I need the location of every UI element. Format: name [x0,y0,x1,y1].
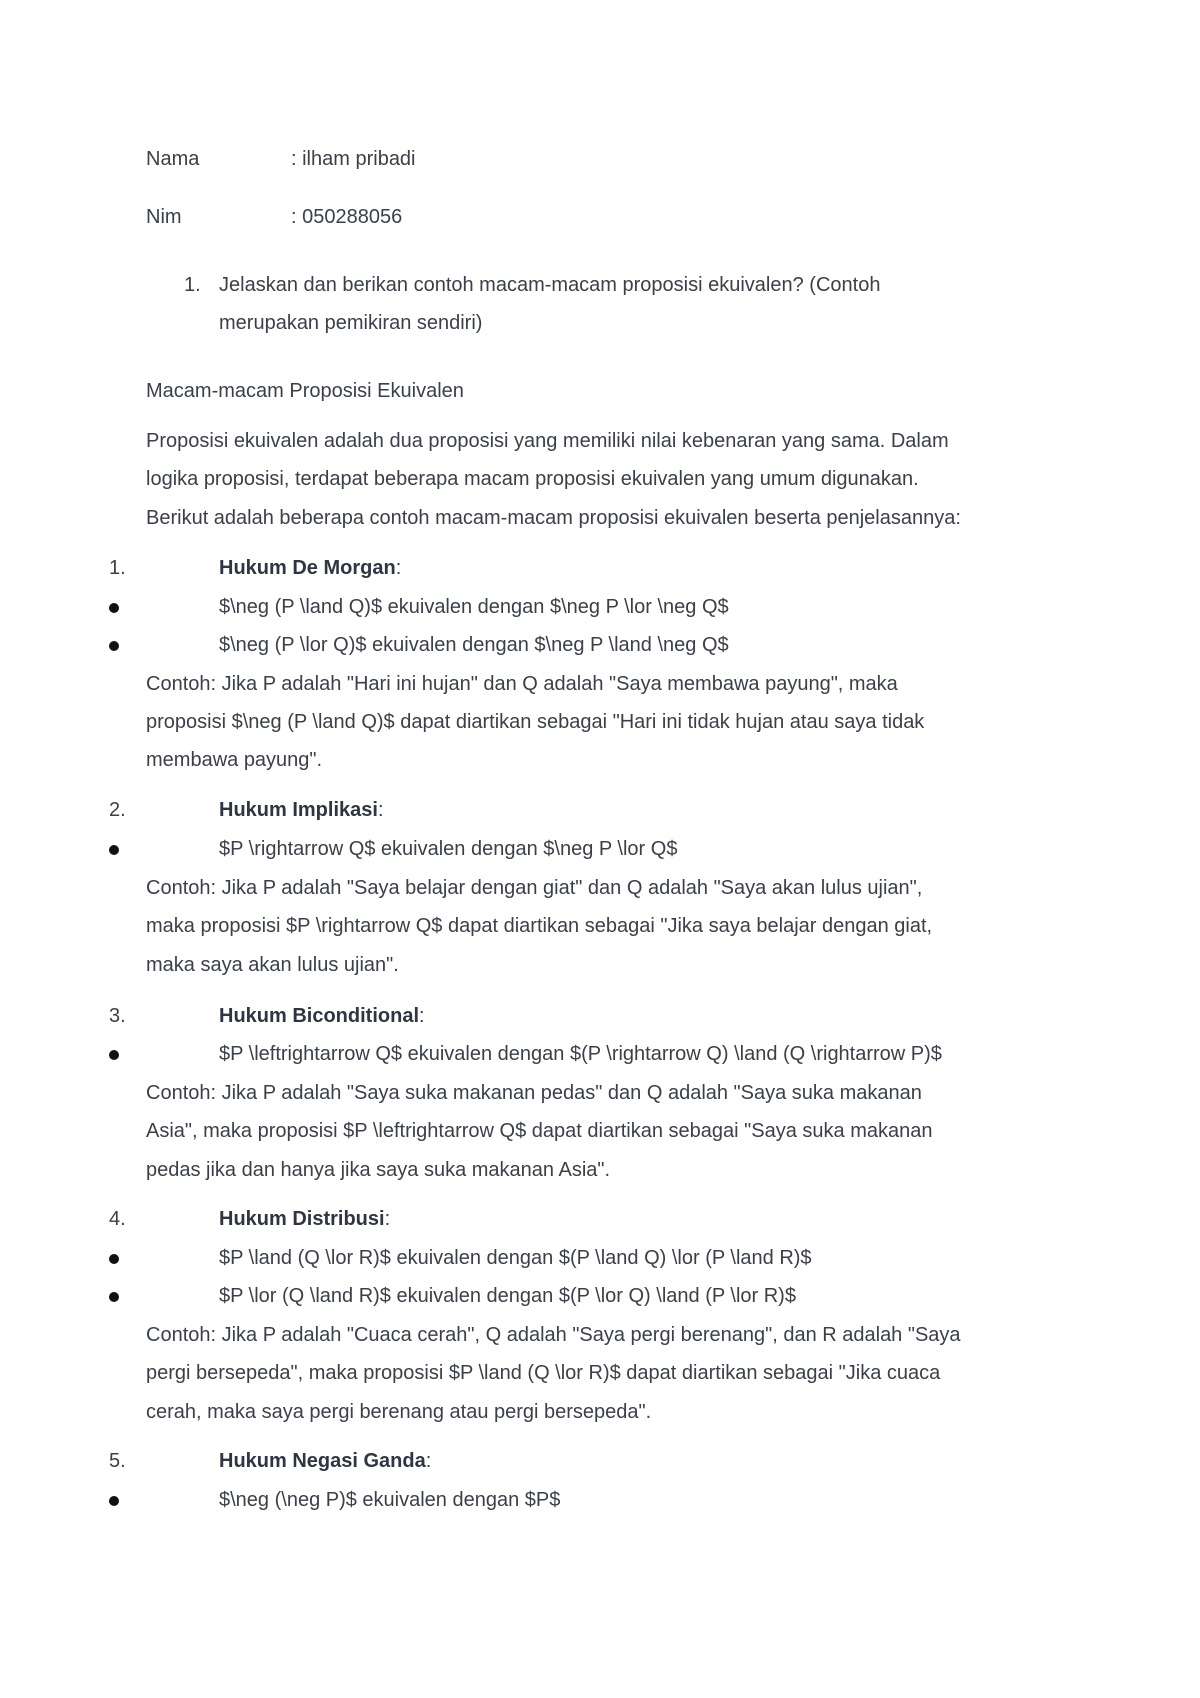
law-number: 1. [109,557,126,579]
law-bullet: $P \leftrightarrow Q$ ekuivalen dengan $(P \rightarrow Q) \land (Q \rightarrow P)$ [219,1043,942,1065]
bullet-dot [109,641,119,651]
bullet-dot [109,1292,119,1302]
law-bullet: $P \rightarrow Q$ ekuivalen dengan $\neg P \lor Q$ [219,838,678,860]
intro-line: Berikut adalah beberapa contoh macam-macam proposisi ekuivalen beserta penjelasannya: [146,507,961,529]
law-title: Hukum Negasi Ganda [219,1450,426,1472]
law-title: Hukum De Morgan [219,557,396,579]
law-example: Contoh: Jika P adalah "Cuaca cerah", Q adalah "Saya pergi berenang", dan R adalah "Saya [146,1324,961,1346]
law-heading [219,1006,425,1026]
question-number: 1. [184,274,201,296]
bullet-dot [109,845,119,855]
law-title-suffix: : [425,1450,432,1472]
law-heading [219,1209,390,1229]
law-example: pedas jika dan hanya jika saya suka makanan Asia". [146,1159,611,1181]
bullet-dot [109,1496,119,1506]
law-example: Contoh: Jika P adalah "Hari ini hujan" dan Q adalah "Saya membawa payung", maka [146,673,898,695]
section-title: Macam-macam Proposisi Ekuivalen [146,380,464,402]
law-bullet: $\neg (P \lor Q)$ ekuivalen dengan $\neg P \land \neg Q$ [219,634,729,656]
law-number: 3. [109,1005,126,1027]
law-example: Contoh: Jika P adalah "Saya belajar dengan giat" dan Q adalah "Saya akan lulus ujian", [146,877,923,899]
nama-label: Nama [146,148,200,170]
law-example: maka proposisi $P \rightarrow Q$ dapat diartikan sebagai "Jika saya belajar dengan giat, [146,915,933,937]
law-number: 2. [109,799,126,821]
law-bullet: $\neg (P \land Q)$ ekuivalen dengan $\neg P \lor \neg Q$ [219,596,729,618]
law-example: cerah, maka saya pergi berenang atau pergi bersepeda". [146,1401,652,1423]
intro-line: logika proposisi, terdapat beberapa macam proposisi ekuivalen yang umum digunakan. [146,468,919,490]
law-example: proposisi $\neg (P \land Q)$ dapat diartikan sebagai "Hari ini tidak hujan atau saya tidak [146,711,925,733]
law-title-suffix: : [384,1208,391,1230]
law-title-suffix: : [377,799,384,821]
bullet-dot [109,603,119,613]
law-number: 4. [109,1208,126,1230]
law-example: Asia", maka proposisi $P \leftrightarrow Q$ dapat diartikan sebagai "Saya suka makanan [146,1120,933,1142]
law-bullet: $P \lor (Q \land R)$ ekuivalen dengan $(P \lor Q) \land (P \lor R)$ [219,1285,796,1307]
nim-label: Nim [146,206,182,228]
bullet-dot [109,1050,119,1060]
law-example: membawa payung". [146,749,323,771]
bullet-dot [109,1254,119,1264]
nim-value: : 050288056 [291,206,403,228]
law-heading [219,558,401,578]
law-example: pergi bersepeda", maka proposisi $P \land (Q \lor R)$ dapat diartikan sebagai "Jika cuaca [146,1362,941,1384]
law-bullet: $\neg (\neg P)$ ekuivalen dengan $P$ [219,1489,561,1511]
law-title-suffix: : [395,557,402,579]
law-example: Contoh: Jika P adalah "Saya suka makanan pedas" dan Q adalah "Saya suka makanan [146,1082,922,1104]
law-title: Hukum Biconditional [219,1005,419,1027]
nama-value: : ilham pribadi [291,148,416,170]
question-line: merupakan pemikiran sendiri) [219,312,483,334]
law-title: Hukum Distribusi [219,1208,385,1230]
intro-line: Proposisi ekuivalen adalah dua proposisi yang memiliki nilai kebenaran yang sama. Dalam [146,430,949,452]
question-line: Jelaskan dan berikan contoh macam-macam proposisi ekuivalen? (Contoh [219,274,881,296]
law-bullet: $P \land (Q \lor R)$ ekuivalen dengan $(P \land Q) \lor (P \land R)$ [219,1247,812,1269]
law-example: maka saya akan lulus ujian". [146,954,399,976]
law-title-suffix: : [419,1005,425,1027]
law-heading [219,1451,431,1471]
law-heading [219,800,384,820]
law-number: 5. [109,1450,126,1472]
law-title: Hukum Implikasi [219,799,378,821]
